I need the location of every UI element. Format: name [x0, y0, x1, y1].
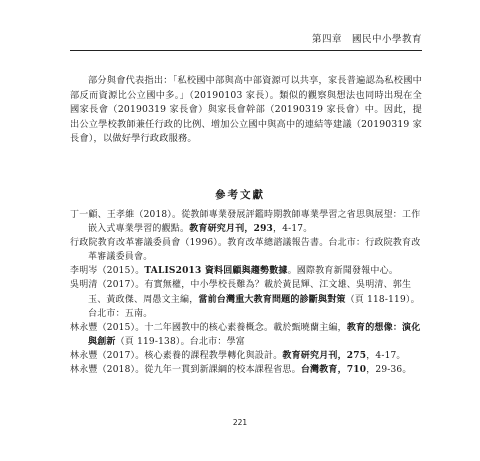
- reference-item: 林永豐（2018）。從九年一貫到新課綱的校本課程省思。台灣教育，710，29-36。: [70, 365, 412, 376]
- references-list: [70, 208, 422, 377]
- reference-item: 林永豐（2015）。十二年國教中的核心素養概念。載於甄曉蘭主編，教育的想像：演化與創新（頁 119-138）。台北市：學富: [70, 322, 421, 347]
- reference-item: 丁一顧、王孝維（2018）。從教師專業發展評鑑時期教師專業學習之省思與展望：工作嵌入式專業學習的觀點。教育研究月刊，293，4-17。: [70, 210, 421, 235]
- reference-item: 李明岑（2015）。TALIS2013 資料回顧與趨勢數據。國際教育新聞發報中心。: [70, 266, 399, 277]
- page-number: 221: [232, 418, 248, 427]
- reference-item: 吳明清（2017）。有實無權，中小學校長難為？載於黃昆輝、江文雄、吳明清、郭生玉、黃政傑、周愚文主編，當前台灣重大教育問題的診斷與對策（頁 118-119）。台北市：五南。: [70, 280, 420, 319]
- references-heading: 參考文獻: [215, 189, 265, 201]
- reference-item: 行政院教育改革審議委員會（1996）。教育改革總諮議報告書。台北市：行政院教育改革審議委員會。: [70, 238, 421, 263]
- body-paragraph: 部分與會代表指出：「私校國中部與高中部資源可以共享，家長普遍認為私校國中部反而資源比公立國中多。」（20190103 家長）。類似的觀察與想法也同時出現在全國家長會（20190319 家長會）與家長會幹部（20190319 家長會）中。因此，提出公立學校教師兼任行政的比例、增加公立國中與高中的連結等建議（20190319 家長會），以做好學行政政服務。: [70, 75, 422, 145]
- chapter-title: 第四章 國民中小學教育: [311, 34, 422, 45]
- reference-item: 林永豐（2017）。核心素養的課程教學轉化與設計。教育研究月刊，275，4-17。: [70, 350, 406, 361]
- running-header: [70, 32, 422, 51]
